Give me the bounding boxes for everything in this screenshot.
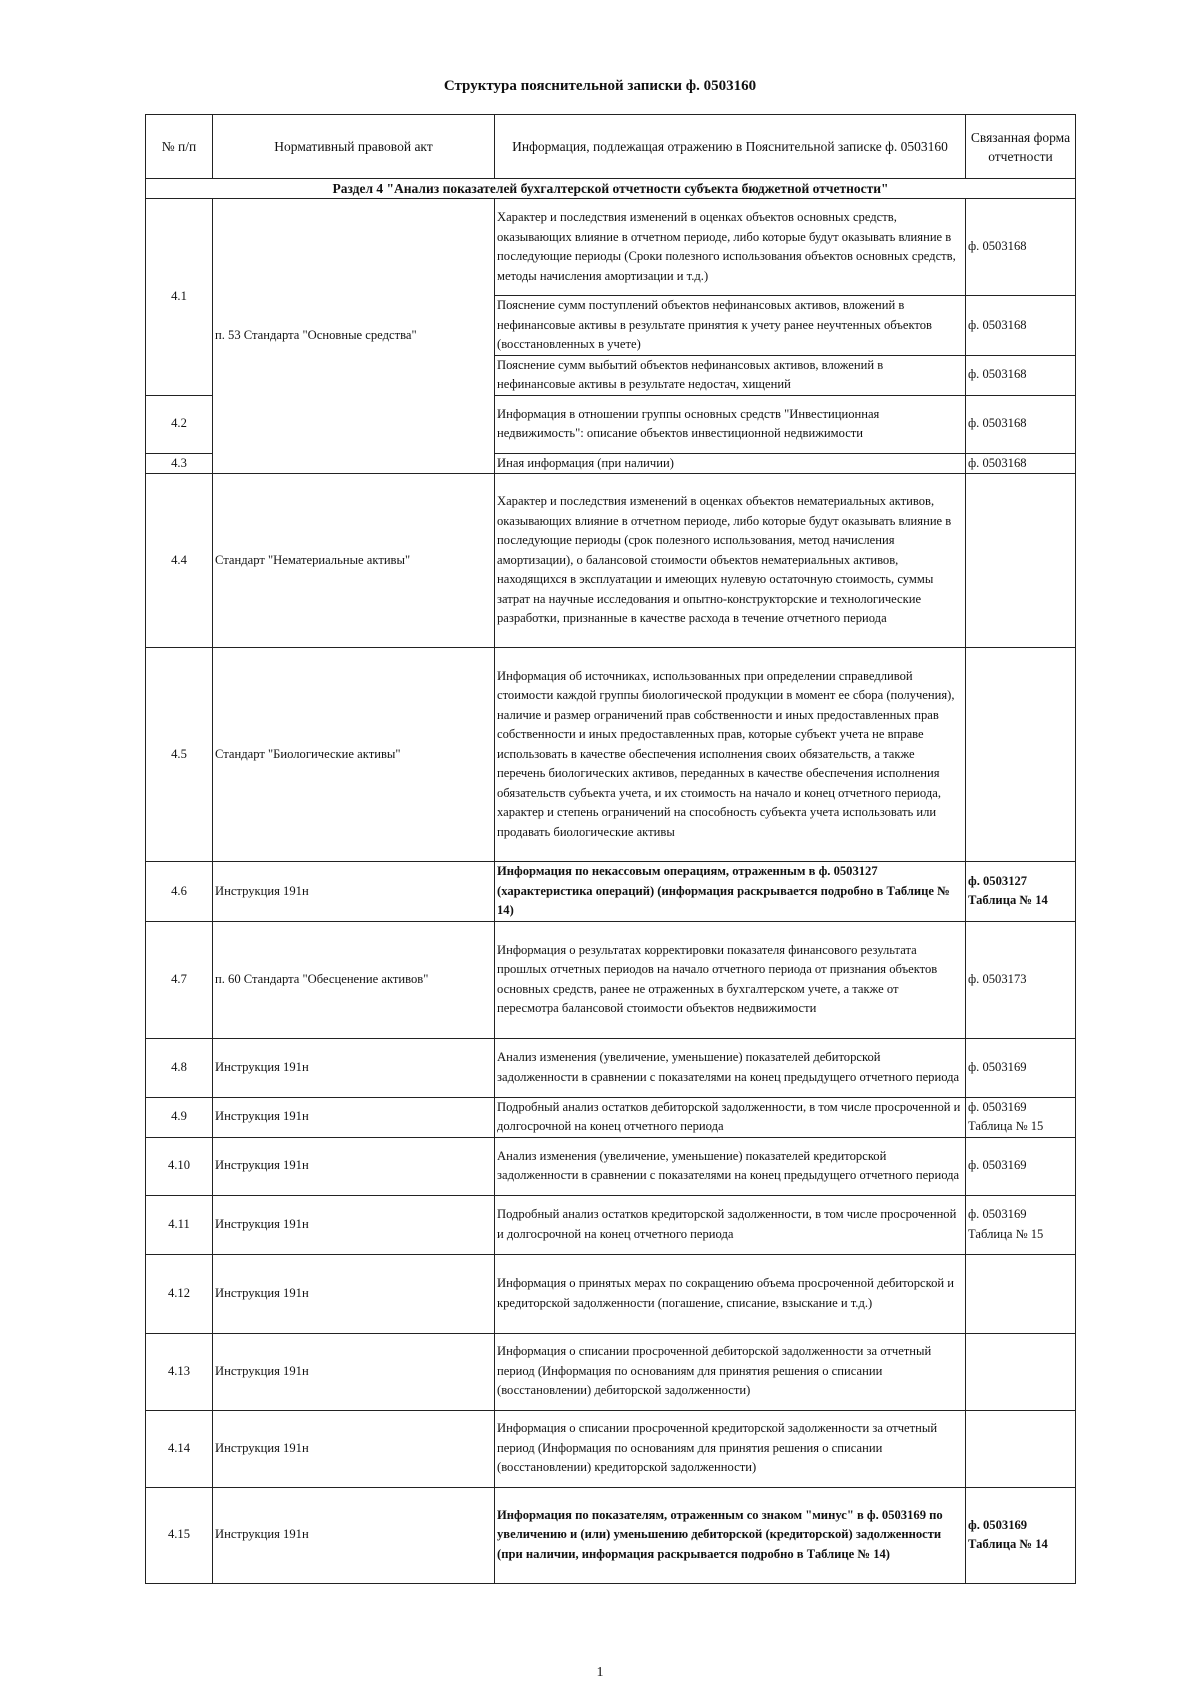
row-number: 4.6 — [146, 862, 213, 922]
explanatory-note-table — [145, 114, 1076, 1584]
table-row — [146, 1487, 1076, 1583]
section-title: Раздел 4 "Анализ показателей бухгалтерской отчетности субъекта бюджетной отчетности" — [146, 179, 1076, 199]
row-form: ф. 0503169 Таблица № 15 — [966, 1097, 1076, 1137]
row-info: Пояснение сумм выбытий объектов нефинансовых активов, вложений в нефинансовые активы в результате недостач, хищений — [495, 355, 966, 395]
row-form: ф. 0503169 Таблица № 15 — [966, 1195, 1076, 1254]
row-number: 4.1 — [146, 199, 213, 396]
row-form: ф. 0503168 — [966, 453, 1076, 474]
page-number: 1 — [596, 1665, 604, 1680]
row-number: 4.8 — [146, 1038, 213, 1097]
row-info: Информация по некассовым операциям, отраженным в ф. 0503127 (характеристика операций) (информация раскрывается подробно в Таблице № 14) — [495, 862, 966, 922]
row-number: 4.13 — [146, 1333, 213, 1410]
row-form: ф. 0503169 — [966, 1038, 1076, 1097]
row-act: Стандарт "Биологические активы" — [213, 648, 495, 862]
row-info: Информация об источниках, использованных при определении справедливой стоимости каждой группы биологической продукции в момент ее сбора (получения), наличие и размер ограничений прав собственности и иных предоставленных прав собственности и иных предоставленных прав, которые субъект учета не вправе использовать в качестве обеспечения исполнения своих обязательств, а также перечень биологических активов, переданных в качестве обеспечения исполнения обязательств субъекта учета, и их стоимость на начало и конец отчетного периода, характер и степень ограничений на способность субъекта учета использовать или продавать биологические активы — [495, 648, 966, 862]
row-info: Информация о результатах корректировки показателя финансового результата прошлых отчетных периодов на начало отчетного периода от признания объектов основных средств, ранее не отраженных в бухгалтерском учете, а также от пересмотра балансовой стоимости объектов недвижимости — [495, 921, 966, 1038]
table-row — [146, 1254, 1076, 1333]
row-info: Информация в отношении группы основных средств "Инвестиционная недвижимость": описание объектов инвестиционной недвижимости — [495, 395, 966, 453]
row-act: Инструкция 191н — [213, 1097, 495, 1137]
table-row — [146, 921, 1076, 1038]
header-info: Информация, подлежащая отражению в Пояснительной записке ф. 0503160 — [495, 115, 966, 179]
row-number: 4.5 — [146, 648, 213, 862]
table-row — [146, 474, 1076, 648]
row-number: 4.11 — [146, 1195, 213, 1254]
table-row — [146, 862, 1076, 922]
row-number: 4.10 — [146, 1137, 213, 1195]
row-form: ф. 0503169 — [966, 1137, 1076, 1195]
header-form: Связанная форма отчетности — [966, 115, 1076, 179]
row-info: Характер и последствия изменений в оценках объектов основных средств, оказывающих влияние в отчетном периоде, либо которые будут оказывать влияние в последующие периоды (Сроки полезного использования объектов основных средств, методы начисления амортизации и т.д.) — [495, 199, 966, 296]
row-form: ф. 0503168 — [966, 355, 1076, 395]
table-row — [146, 1410, 1076, 1487]
header-act: Нормативный правовой акт — [213, 115, 495, 179]
document-title: Структура пояснительной записки ф. 0503160 — [443, 78, 757, 94]
row-act: Инструкция 191н — [213, 1195, 495, 1254]
row-form — [966, 1333, 1076, 1410]
row-info: Пояснение сумм поступлений объектов нефинансовых активов, вложений в нефинансовые активы в результате принятия к учету ранее неучтенных объектов (восстановленных в учете) — [495, 296, 966, 356]
table-row — [146, 1097, 1076, 1137]
table-row — [146, 1038, 1076, 1097]
table-row — [146, 648, 1076, 862]
row-number: 4.15 — [146, 1487, 213, 1583]
row-form — [966, 648, 1076, 862]
row-form: ф. 0503168 — [966, 199, 1076, 296]
row-number: 4.12 — [146, 1254, 213, 1333]
header-row — [146, 115, 1076, 179]
row-info: Информация о принятых мерах по сокращению объема просроченной дебиторской и кредиторской задолженности (погашение, списание, взыскание и т.д.) — [495, 1254, 966, 1333]
row-number: 4.4 — [146, 474, 213, 648]
row-info: Иная информация (при наличии) — [495, 453, 966, 474]
row-act: Инструкция 191н — [213, 1254, 495, 1333]
row-form — [966, 1410, 1076, 1487]
table-row — [146, 1333, 1076, 1410]
row-form: ф. 0503168 — [966, 395, 1076, 453]
header-num: № п/п — [146, 115, 213, 179]
row-info: Подробный анализ остатков дебиторской задолженности, в том числе просроченной и долгосрочной на конец отчетного периода — [495, 1097, 966, 1137]
row-info: Подробный анализ остатков кредиторской задолженности, в том числе просроченной и долгосрочной на конец отчетного периода — [495, 1195, 966, 1254]
row-number: 4.14 — [146, 1410, 213, 1487]
table-row — [146, 1195, 1076, 1254]
row-act: п. 53 Стандарта "Основные средства" — [213, 199, 495, 474]
row-info: Информация о списании просроченной кредиторской задолженности за отчетный период (Информация по основаниям для принятия решения о списании (восстановлении) кредиторской задолженности) — [495, 1410, 966, 1487]
row-info: Анализ изменения (увеличение, уменьшение) показателей дебиторской задолженности в сравнении с показателями на конец предыдущего отчетного периода — [495, 1038, 966, 1097]
row-act: Инструкция 191н — [213, 1038, 495, 1097]
row-form — [966, 474, 1076, 648]
section-row — [146, 179, 1076, 199]
row-form: ф. 0503173 — [966, 921, 1076, 1038]
row-form: ф. 0503127 Таблица № 14 — [966, 862, 1076, 922]
row-act: Стандарт "Нематериальные активы" — [213, 474, 495, 648]
row-act: Инструкция 191н — [213, 862, 495, 922]
row-act: Инструкция 191н — [213, 1487, 495, 1583]
row-form: ф. 0503168 — [966, 296, 1076, 356]
row-number: 4.7 — [146, 921, 213, 1038]
row-act: Инструкция 191н — [213, 1137, 495, 1195]
row-number: 4.2 — [146, 395, 213, 453]
row-number: 4.3 — [146, 453, 213, 474]
row-info: Анализ изменения (увеличение, уменьшение) показателей кредиторской задолженности в сравнении с показателями на конец предыдущего отчетного периода — [495, 1137, 966, 1195]
row-form — [966, 1254, 1076, 1333]
row-info: Характер и последствия изменений в оценках объектов нематериальных активов, оказывающих влияние в отчетном периоде, либо которые будут оказывать влияние в последующие периоды (срок полезного использования, метод начисления амортизации), о балансовой стоимости объектов нематериальных активов, находящихся в эксплуатации и имеющих нулевую остаточную стоимость, суммы затрат на научные исследования и опытно-конструкторские и технологические разработки, признанные в качестве расхода в течение отчетного периода — [495, 474, 966, 648]
row-info: Информация по показателям, отраженным со знаком "минус" в ф. 0503169 по увеличению и (или) уменьшению дебиторской (кредиторской) задолженности (при наличии, информация раскрывается подробно в Таблице № 14) — [495, 1487, 966, 1583]
row-act: Инструкция 191н — [213, 1410, 495, 1487]
row-form: ф. 0503169 Таблица № 14 — [966, 1487, 1076, 1583]
row-act: Инструкция 191н — [213, 1333, 495, 1410]
row-number: 4.9 — [146, 1097, 213, 1137]
table-row — [146, 199, 1076, 296]
row-act: п. 60 Стандарта "Обесценение активов" — [213, 921, 495, 1038]
row-info: Информация о списании просроченной дебиторской задолженности за отчетный период (Информация по основаниям для принятия решения о списании (восстановлении) дебиторской задолженности) — [495, 1333, 966, 1410]
table-row — [146, 1137, 1076, 1195]
